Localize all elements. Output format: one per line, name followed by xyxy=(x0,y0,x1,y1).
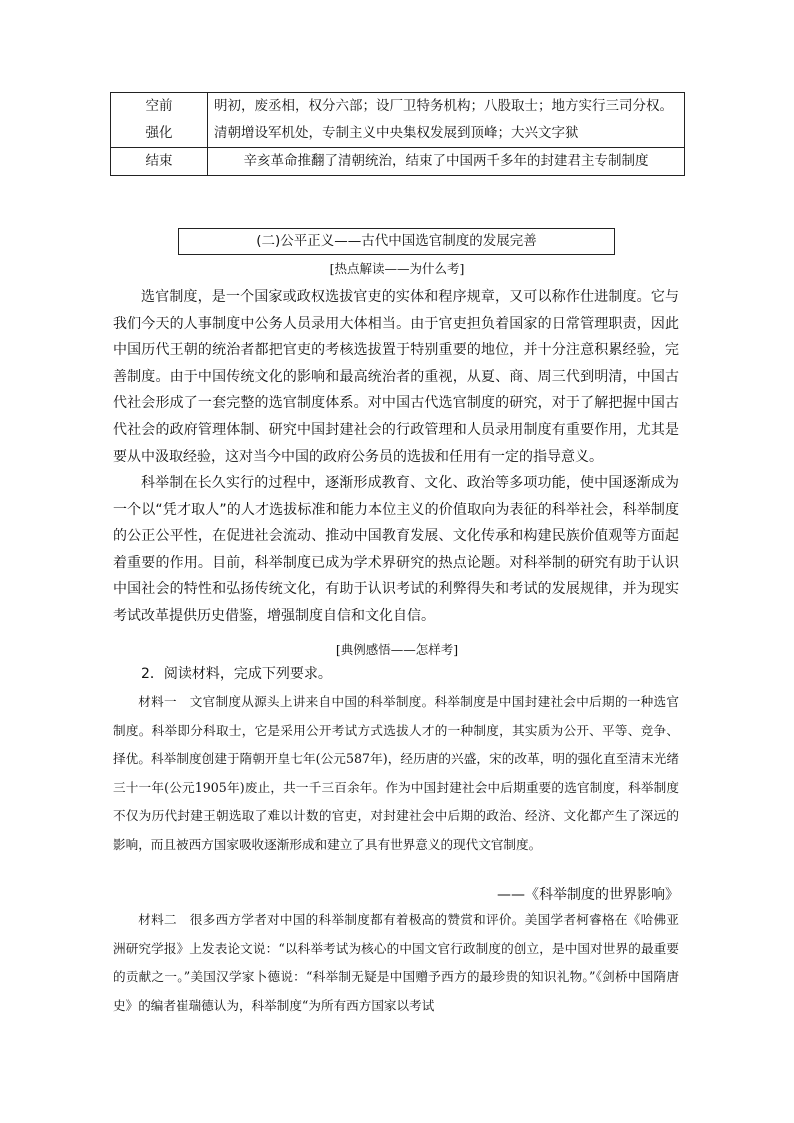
table-row-label xyxy=(111,93,208,148)
centralization-table xyxy=(110,92,685,176)
material-two: 材料二 很多西方学者对中国的科举制度都有着极高的赞赏和评价。美国学者柯睿格在《哈佛亚洲研究学报》上发表论文说：“以科举考试为核心的中国文官行政制度的创立，是中国对世界的最重要的贡献之一。”美国汉学家卜德说：“科举制无疑是中国赠予西方的最珍贵的知识礼物。”《剑桥中国隋唐史》的编者崔瑞德认为，科举制度“为所有西方国家以考试 xyxy=(113,912,679,1013)
material-one: 材料一 文官制度从源头上讲来自中国的科举制度。科举制度是中国封建社会中后期的一种选官制度。科举即分科取士，它是采用公开考试方式选拔人才的一种制度，其实质为公开、平等、竞争、择优。科举制度创建于隋朝开皇七年(公元587年)，经历唐的兴盛，宋的改革，明的强化直至清末光绪三十一年(公元1905年)废止，共一千三百余年。作为中国封建社会中后期重要的选官制度，科举制度不仅为历代封建王朝选取了难以计数的官吏，对封建社会中后期的政治、经济、文化都产生了深远的影响，而且被西方国家吸收逐渐形成和建立了具有世界意义的现代文官制度。 xyxy=(113,694,679,852)
example-heading: [典例感悟——怎样考] xyxy=(335,642,459,657)
label-line: 强化 xyxy=(145,125,173,141)
content-line: 明初，废丞相，权分六部；设厂卫特务机构；八股取士；地方实行三司分权。 xyxy=(214,98,673,114)
section-title: (二)公平正义——古代中国选官制度的发展完善 xyxy=(178,228,615,255)
material-one-source: ——《科举制度的世界影响》 xyxy=(497,887,679,903)
table-row-label: 结束 xyxy=(111,148,208,176)
hot-topic-heading: [热点解读——为什么考] xyxy=(329,261,465,276)
content-line: 清朝增设军机处，专制主义中央集权发展到顶峰；大兴文字狱 xyxy=(214,125,579,141)
table-row-content: 辛亥革命推翻了清朝统治，结束了中国两千多年的封建君主专制制度 xyxy=(208,148,685,176)
label-line: 空前 xyxy=(145,98,173,114)
paragraph-keju: 科举制在长久实行的过程中，逐渐形成教育、文化、政治等多项功能，使中国逐渐成为一个以“凭才取人”的人才选拔标准和能力本位主义的价值取向为表征的科举社会，科举制度的公正公平性，在促进社会流动、推动中国教育发展、文化传承和构建民族价值观等方面起着重要的作用。目前，科举制度已成为学术界研究的热点论题。对科举制的研究有助于认识中国社会的特性和弘扬传统文化，有助于认识考试的利弊得失和考试的发展规律，并为现实考试改革提供历史借鉴，增强制度自信和文化自信。 xyxy=(113,475,679,624)
question-prompt: 2．阅读材料，完成下列要求。 xyxy=(141,666,332,682)
table-row xyxy=(111,148,685,176)
paragraph-intro: 选官制度，是一个国家或政权选拔官吏的实体和程序规章，又可以称作仕进制度。它与我们今天的人事制度中公务人员录用大体相当。由于官吏担负着国家的日常管理职责，因此中国历代王朝的统治者都把官吏的考核选拔置于特别重要的地位，并十分注意积累经验，完善制度。由于中国传统文化的影响和最高统治者的重视，从夏、商、周三代到明清，中国古代社会形成了一套完整的选官制度体系。对中国古代选官制度的研究，对于了解把握中国古代社会的政府管理体制、研究中国封建社会的行政管理和人员录用制度有重要作用，尤其是要从中汲取经验，这对当今中国的政府公务员的选拔和任用有一定的指导意义。 xyxy=(113,289,679,465)
table-row xyxy=(111,93,685,148)
table-row-content xyxy=(208,93,685,148)
